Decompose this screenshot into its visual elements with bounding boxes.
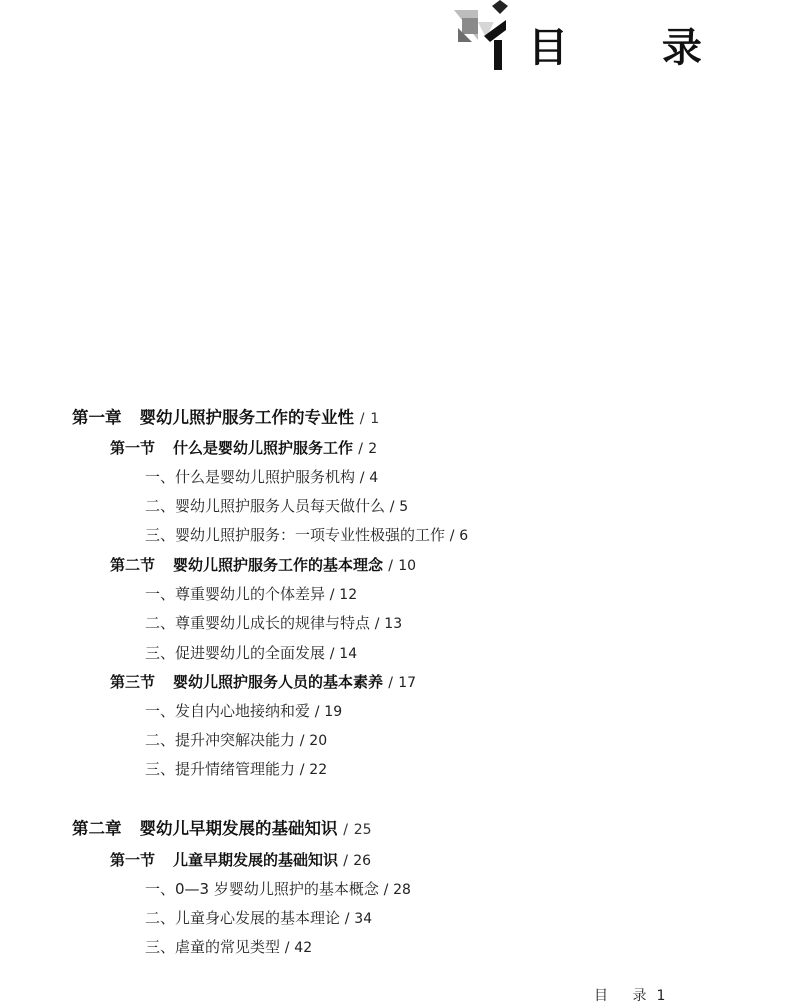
page-number: 5 xyxy=(399,499,409,515)
page-number: 26 xyxy=(353,853,372,869)
section-title: 什么是婴幼儿照护服务工作 xyxy=(173,439,354,457)
page-number: 42 xyxy=(294,940,313,956)
decorative-logo-icon xyxy=(454,0,516,72)
item-title: 一、什么是婴幼儿照护服务机构 xyxy=(145,468,356,486)
chapter-label: 第二章 xyxy=(72,819,122,838)
toc-item[interactable]: 二、婴幼儿照护服务人员每天做什么 / 5 xyxy=(145,497,409,515)
toc-chapter[interactable]: 第一章 婴幼儿照护服务工作的专业性 / 1 xyxy=(72,408,380,427)
section-label: 第三节 xyxy=(110,673,156,691)
page-number: 10 xyxy=(398,558,417,574)
page-number: 19 xyxy=(324,704,343,720)
page-footer xyxy=(594,985,665,1005)
page-number: 22 xyxy=(309,762,328,778)
item-title: 一、尊重婴幼儿的个体差异 xyxy=(145,585,326,603)
toc-item[interactable]: 二、儿童身心发展的基本理论 / 34 xyxy=(145,909,373,927)
item-title: 二、提升冲突解决能力 xyxy=(145,731,296,749)
item-title: 三、虐童的常见类型 xyxy=(145,938,281,956)
page-number: 1 xyxy=(370,411,380,427)
toc-section[interactable]: 第一节 什么是婴幼儿照护服务工作 / 2 xyxy=(110,439,378,457)
item-title: 三、提升情绪管理能力 xyxy=(145,760,296,778)
chapter-title: 婴幼儿早期发展的基础知识 xyxy=(139,819,338,838)
toc-item[interactable]: 三、虐童的常见类型 / 42 xyxy=(145,938,313,956)
page-number: 13 xyxy=(384,616,403,632)
page-title: 目 录 xyxy=(528,25,742,71)
toc-item[interactable]: 二、提升冲突解决能力 / 20 xyxy=(145,731,328,749)
item-title: 一、发自内心地接纳和爱 xyxy=(145,702,311,720)
footer-label: 目 录 xyxy=(594,988,657,1004)
item-title: 二、儿童身心发展的基本理论 xyxy=(145,909,341,927)
toc-section[interactable]: 第一节 儿童早期发展的基础知识 / 26 xyxy=(110,851,372,869)
toc-section[interactable]: 第二节 婴幼儿照护服务工作的基本理念 / 10 xyxy=(110,556,417,574)
chapter-title: 婴幼儿照护服务工作的专业性 xyxy=(139,408,354,427)
page-number: 12 xyxy=(339,587,358,603)
item-title: 二、婴幼儿照护服务人员每天做什么 xyxy=(145,497,386,515)
toc-item[interactable]: 三、婴幼儿照护服务：一项专业性极强的工作 / 6 xyxy=(145,526,469,544)
toc-item[interactable]: 三、促进婴幼儿的全面发展 / 14 xyxy=(145,644,358,662)
section-label: 第一节 xyxy=(110,439,156,457)
page-number: 14 xyxy=(339,646,358,662)
page-number: 6 xyxy=(459,528,469,544)
page-number: 2 xyxy=(368,441,378,457)
page-number: 25 xyxy=(353,822,372,838)
toc-item[interactable]: 一、什么是婴幼儿照护服务机构 / 4 xyxy=(145,468,379,486)
section-title: 婴幼儿照护服务人员的基本素养 xyxy=(173,673,384,691)
page-number: 34 xyxy=(354,911,373,927)
section-label: 第二节 xyxy=(110,556,156,574)
page-number: 28 xyxy=(393,882,411,898)
section-title: 儿童早期发展的基础知识 xyxy=(173,851,339,869)
section-label: 第一节 xyxy=(110,851,156,869)
item-title: 二、尊重婴幼儿成长的规律与特点 xyxy=(145,614,371,632)
footer-page-number: 1 xyxy=(656,988,666,1004)
toc-item[interactable]: 三、提升情绪管理能力 / 22 xyxy=(145,760,328,778)
toc-item[interactable]: 一、0—3 岁婴幼儿照护的基本概念 / 28 xyxy=(145,880,411,898)
page-number: 17 xyxy=(398,675,417,691)
item-title: 一、0—3 岁婴幼儿照护的基本概念 xyxy=(145,880,379,898)
chapter-label: 第一章 xyxy=(72,408,122,427)
toc-section[interactable]: 第三节 婴幼儿照护服务人员的基本素养 / 17 xyxy=(110,673,417,691)
toc-item[interactable]: 一、尊重婴幼儿的个体差异 / 12 xyxy=(145,585,358,603)
item-title: 三、促进婴幼儿的全面发展 xyxy=(145,644,326,662)
page-number: 20 xyxy=(309,733,328,749)
section-title: 婴幼儿照护服务工作的基本理念 xyxy=(173,556,384,574)
toc-chapter[interactable]: 第二章 婴幼儿早期发展的基础知识 / 25 xyxy=(72,819,372,838)
item-title: 三、婴幼儿照护服务：一项专业性极强的工作 xyxy=(145,526,446,544)
page-number: 4 xyxy=(369,470,379,486)
toc-item[interactable]: 二、尊重婴幼儿成长的规律与特点 / 13 xyxy=(145,614,403,632)
toc-item[interactable]: 一、发自内心地接纳和爱 / 19 xyxy=(145,702,343,720)
